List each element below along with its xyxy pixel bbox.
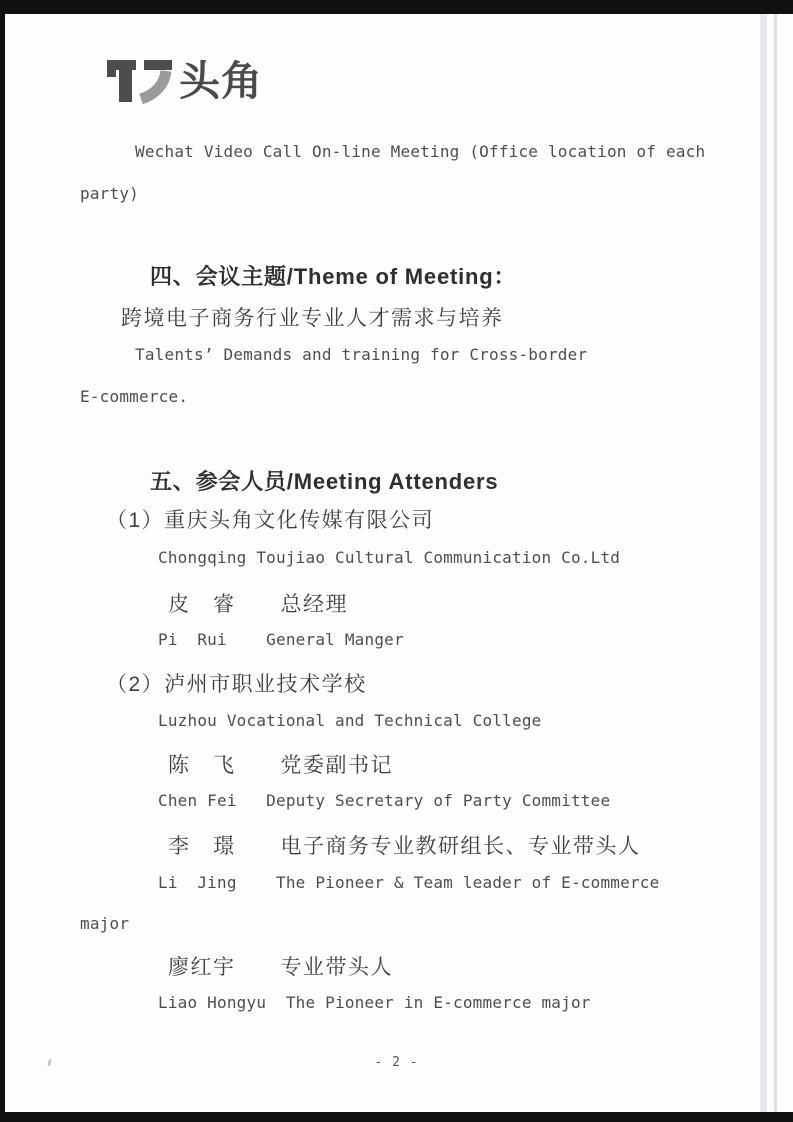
theme-topic-zh: 跨境电子商务行业专业人才需求与培养 [121, 307, 504, 330]
scan-edge-top [0, 0, 793, 14]
attender-li-jing-zh: 李 璟 电子商务专业教研组长、专业带头人 [168, 835, 641, 858]
scan-edge-bottom [0, 1112, 793, 1122]
attender-pi-rui-en: Pi Rui General Manger [158, 630, 404, 649]
attender-pi-rui-zh: 皮 睿 总经理 [168, 593, 348, 616]
toujiao-logo [107, 57, 263, 107]
attender-li-jing-en-line-1: Li Jing The Pioneer & Team leader of E-commerce [158, 873, 660, 892]
scan-fold-line [774, 14, 777, 1112]
company-1-name-zh: （1）重庆头角文化传媒有限公司 [106, 509, 435, 532]
section-heading-attenders: 五、参会人员/Meeting Attenders [150, 469, 499, 494]
attender-liao-hongyu-zh: 廖红宇 专业带头人 [168, 956, 393, 979]
theme-topic-en-line-2: E-commerce. [80, 387, 189, 406]
meeting-location-line-2: party) [80, 184, 139, 203]
logo-brand-text: 头角 [179, 58, 263, 104]
meeting-location-line-1: Wechat Video Call On-line Meeting (Office location of each [135, 142, 706, 161]
company-2-name-en: Luzhou Vocational and Technical College [158, 711, 542, 730]
company-1-name-en: Chongqing Toujiao Cultural Communication Co.Ltd [158, 548, 621, 567]
scan-edge-left [0, 0, 5, 1122]
attender-chen-fei-zh: 陈 飞 党委副书记 [168, 754, 393, 777]
company-2-name-zh: （2）泸州市职业技术学校 [106, 673, 367, 696]
attender-li-jing-en-line-2: major [80, 914, 130, 933]
section-heading-theme: 四、会议主题/Theme of Meeting： [150, 264, 517, 289]
scan-fold-line [760, 14, 767, 1112]
attender-liao-hongyu-en: Liao Hongyu The Pioneer in E-commerce major [158, 993, 591, 1012]
theme-topic-en-line-1: Talents’ Demands and training for Cross-border [135, 345, 588, 364]
toujiao-logo-mark-icon [107, 57, 175, 107]
page-number: - 2 - [374, 1055, 419, 1070]
attender-chen-fei-en: Chen Fei Deputy Secretary of Party Committee [158, 791, 611, 810]
